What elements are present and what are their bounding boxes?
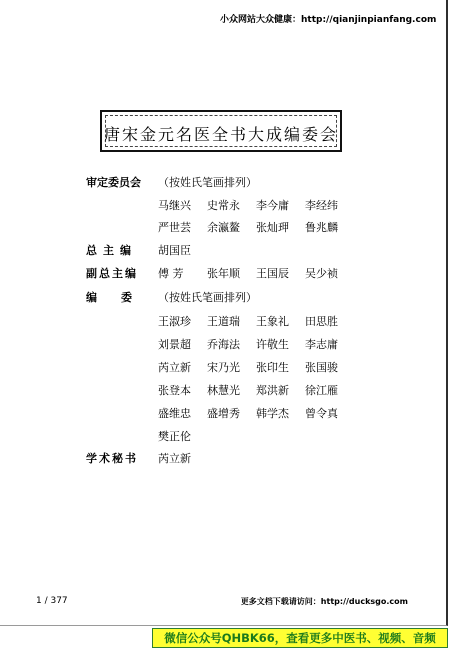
member-name: 宋乃光 (207, 361, 240, 374)
member-name: 王国辰 (256, 267, 289, 280)
member-name: 张印生 (256, 361, 289, 374)
member-name: 严世芸 (158, 221, 191, 234)
editors-names-row (0, 313, 450, 331)
page-counter: 1 / 377 (36, 596, 68, 606)
page-title: 唐宋金元名医全书大成编委会 (103, 125, 338, 144)
secretary-label: 学术秘书 (86, 452, 138, 465)
member-name: 李经纬 (305, 199, 338, 212)
member-name: 芮立新 (158, 361, 191, 374)
member-name: 韩学杰 (256, 407, 289, 420)
editors-label: 编委 (86, 291, 156, 304)
member-name: 王道瑞 (207, 315, 240, 328)
secretary-name: 芮立新 (158, 452, 191, 465)
secretary-row (0, 450, 450, 468)
editors-names-row (0, 382, 450, 400)
member-name: 傅 芳 (158, 267, 184, 280)
member-name: 马继兴 (158, 199, 191, 212)
review-committee-label: 审定委员会 (86, 176, 141, 189)
title-box (100, 110, 342, 152)
chief-editor-name: 胡国臣 (158, 244, 191, 257)
member-name: 曾令真 (305, 407, 338, 420)
member-name: 田思胜 (305, 315, 338, 328)
editors-heading (0, 289, 450, 307)
member-name: 鲁兆麟 (305, 221, 338, 234)
editors-names-row (0, 336, 450, 354)
member-name: 王象礼 (256, 315, 289, 328)
member-name: 史常永 (207, 199, 240, 212)
member-name: 张国骏 (305, 361, 338, 374)
editors-note: （按姓氏笔画排列） (158, 291, 257, 304)
member-name: 许敬生 (256, 338, 289, 351)
deputy-editor-row (0, 265, 450, 283)
deputy-editor-label: 副总主编 (86, 267, 138, 280)
editors-names-row (0, 405, 450, 423)
member-name: 吴少祯 (305, 267, 338, 280)
chief-editor-row (0, 242, 450, 260)
review-names-row (0, 197, 450, 215)
site-note: 小众网站大众健康：http://qianjinpianfang.com (220, 15, 437, 25)
editors-names-row (0, 428, 450, 446)
member-name: 李志庸 (305, 338, 338, 351)
member-name: 张年顺 (207, 267, 240, 280)
wechat-banner: 微信公众号QHBK66，查看更多中医书、视频、音频 (152, 628, 448, 648)
member-name: 林慧光 (207, 384, 240, 397)
member-name: 张灿玾 (256, 221, 289, 234)
member-name: 乔海法 (207, 338, 240, 351)
download-link[interactable]: 更多文档下载请访问：http://ducksgo.com (240, 597, 408, 606)
member-name: 徐江雁 (305, 384, 338, 397)
chief-editor-label: 总主编 (86, 244, 137, 257)
member-name: 郑洪新 (256, 384, 289, 397)
member-name: 盛维忠 (158, 407, 191, 420)
review-committee-heading (0, 174, 450, 192)
member-name: 王淑珍 (158, 315, 191, 328)
member-name: 余瀛鳌 (207, 221, 240, 234)
member-name: 张登本 (158, 384, 191, 397)
member-name: 刘景超 (158, 338, 191, 351)
review-committee-note: （按姓氏笔画排列） (158, 176, 257, 189)
member-name: 李今庸 (256, 199, 289, 212)
member-name: 盛增秀 (207, 407, 240, 420)
review-names-row (0, 219, 450, 237)
editors-names-row (0, 359, 450, 377)
member-name: 樊正伦 (158, 430, 191, 443)
